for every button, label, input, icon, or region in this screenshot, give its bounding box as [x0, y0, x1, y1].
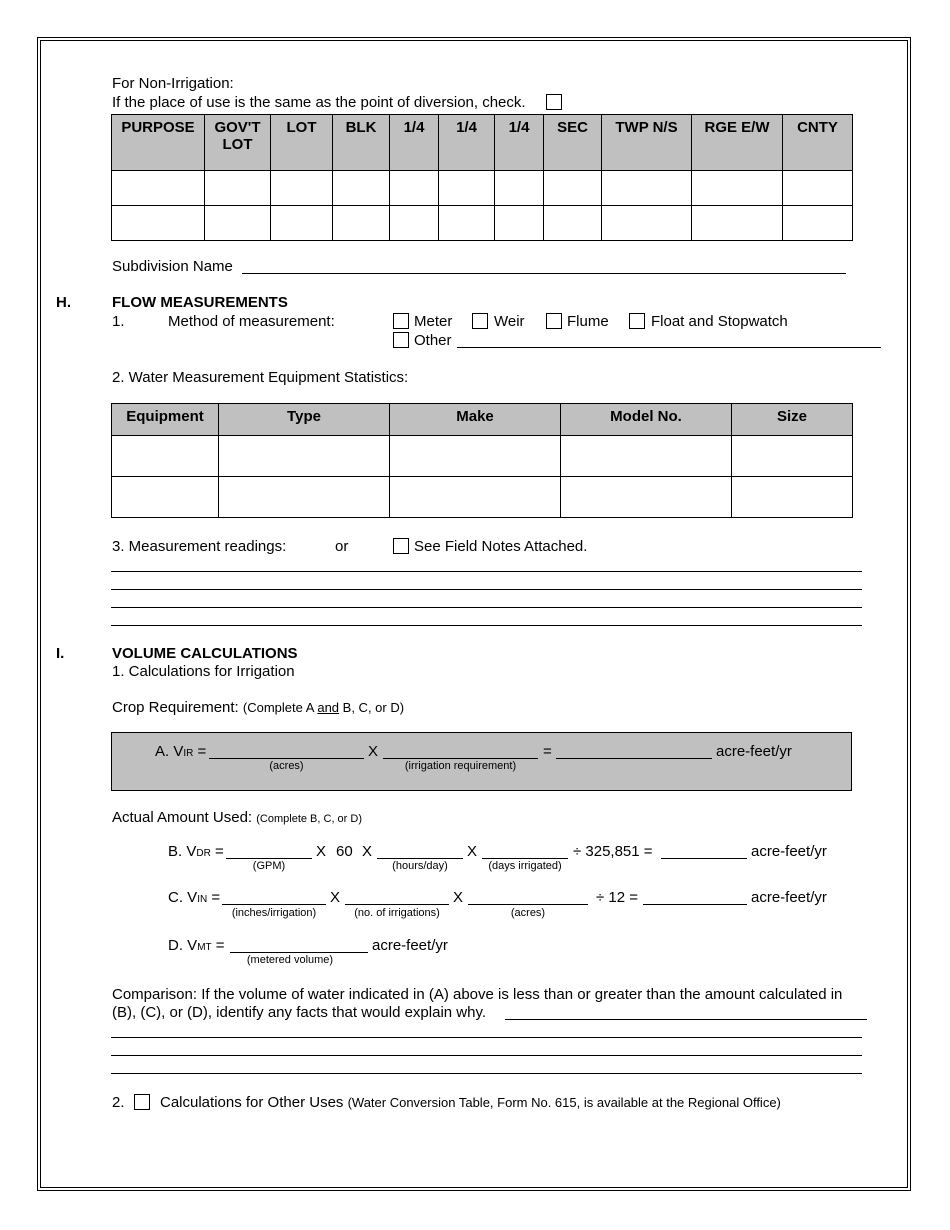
crop-requirement-label: Crop Requirement:: [112, 699, 239, 716]
formula-b-times-2: X: [362, 843, 373, 860]
equipment-table: [111, 403, 853, 518]
table-cell[interactable]: [390, 206, 439, 241]
formula-c-cap-acres: (acres): [510, 907, 546, 919]
col-header-govt-lot-text: GOV'T LOT: [214, 119, 261, 153]
formula-a-lhs: [155, 744, 206, 759]
readings-line[interactable]: [111, 625, 862, 626]
table-cell[interactable]: [692, 171, 783, 206]
formula-b-cap-hours: (hours/day): [392, 860, 448, 872]
table-cell[interactable]: [561, 436, 732, 477]
formula-c-times-2: X: [453, 889, 464, 906]
crop-note-a: (Complete A: [242, 700, 318, 715]
table-cell[interactable]: [495, 171, 544, 206]
formula-c-eq: =: [207, 889, 221, 906]
section-i-letter: I.: [56, 645, 65, 662]
formula-a-prefix: A. V: [155, 743, 184, 760]
table-cell[interactable]: [112, 206, 205, 241]
table-cell[interactable]: [783, 171, 853, 206]
field-notes-checkbox[interactable]: [393, 538, 409, 554]
table-cell[interactable]: [390, 436, 561, 477]
irrigation-calc-label: 1. Calculations for Irrigation: [112, 663, 295, 680]
col-header-sec: SEC: [544, 115, 602, 171]
formula-a-cap-irrigation: (irrigation requirement): [404, 760, 517, 772]
formula-b-cap-days: (days irrigated): [488, 860, 562, 872]
formula-b-times-3: X: [467, 843, 478, 860]
col-header-quarter-2: 1/4: [439, 115, 495, 171]
formula-a-times: X: [368, 743, 379, 760]
weir-checkbox[interactable]: [472, 313, 488, 329]
method-item-number: 1.: [112, 313, 125, 330]
formula-a-equals: =: [543, 743, 552, 760]
formula-b-gpm-line[interactable]: [226, 858, 312, 859]
table-cell[interactable]: [205, 171, 271, 206]
non-irrigation-heading: For Non-Irrigation:: [112, 75, 234, 92]
section-h-letter: H.: [56, 294, 71, 311]
table-row: [112, 171, 853, 206]
formula-d-subscript: MT: [197, 942, 212, 953]
col-header-govt-lot: [205, 115, 271, 171]
formula-c-divide: ÷ 12 =: [596, 889, 639, 906]
formula-c-irrigations-line[interactable]: [345, 904, 449, 905]
table-cell[interactable]: [495, 206, 544, 241]
comparison-answer-line[interactable]: [111, 1073, 862, 1074]
table-cell[interactable]: [544, 206, 602, 241]
formula-a-result-line[interactable]: [556, 758, 712, 759]
col-header-cnty: CNTY: [783, 115, 853, 171]
comparison-line-2: (B), (C), or (D), identify any facts that would explain why.: [112, 1004, 487, 1021]
table-cell[interactable]: [390, 477, 561, 518]
comparison-answer-line[interactable]: [111, 1037, 862, 1038]
col-header-model-no: Model No.: [561, 404, 732, 436]
table-cell[interactable]: [732, 477, 853, 518]
weir-label: Weir: [494, 313, 525, 330]
formula-c-cap-irrigations: (no. of irrigations): [354, 907, 440, 919]
meter-checkbox[interactable]: [393, 313, 409, 329]
other-method-line[interactable]: [457, 347, 881, 348]
other-checkbox[interactable]: [393, 332, 409, 348]
formula-c-subscript: IN: [197, 894, 208, 905]
formula-a-acres-line[interactable]: [209, 758, 364, 759]
formula-c-cap-inches: (inches/irrigation): [231, 907, 317, 919]
measurement-readings-label: 3. Measurement readings:: [112, 538, 287, 555]
col-header-quarter-3: 1/4: [495, 115, 544, 171]
col-header-blk: BLK: [333, 115, 390, 171]
table-cell[interactable]: [439, 206, 495, 241]
table-cell[interactable]: [390, 171, 439, 206]
formula-b-lhs: [168, 844, 224, 859]
other-label: Other: [414, 332, 452, 349]
non-irrigation-table: [111, 114, 853, 241]
equipment-stats-label: 2. Water Measurement Equipment Statistics:: [112, 369, 409, 386]
col-header-type: Type: [219, 404, 390, 436]
table-cell[interactable]: [271, 206, 333, 241]
actual-amount-note: (Complete B, C, or D): [256, 813, 362, 825]
readings-line[interactable]: [111, 589, 862, 590]
float-stopwatch-label: Float and Stopwatch: [651, 313, 788, 330]
formula-b-times-1: X: [316, 843, 327, 860]
formula-a-subscript: IR: [183, 748, 194, 759]
formula-c-inches-line[interactable]: [222, 904, 326, 905]
formula-b-prefix: B. V: [168, 843, 197, 860]
table-row: [112, 477, 853, 518]
table-header-row: [112, 404, 853, 436]
formula-a-eq: =: [193, 743, 207, 760]
crop-note-b: B, C, or D): [339, 700, 405, 715]
col-header-lot: LOT: [271, 115, 333, 171]
formula-a-unit: acre-feet/yr: [716, 743, 792, 760]
flume-label: Flume: [567, 313, 609, 330]
table-cell[interactable]: [439, 171, 495, 206]
table-cell[interactable]: [561, 477, 732, 518]
table-cell[interactable]: [333, 206, 390, 241]
field-notes-label: See Field Notes Attached.: [414, 538, 588, 555]
actual-amount: [112, 810, 362, 825]
table-cell[interactable]: [112, 436, 219, 477]
formula-a-cap-acres: (acres): [269, 760, 304, 772]
formula-c-unit: acre-feet/yr: [751, 889, 827, 906]
subdivision-name-line[interactable]: [242, 273, 846, 274]
crop-requirement: [112, 700, 404, 715]
table-cell[interactable]: [219, 477, 390, 518]
formula-c-acres-line[interactable]: [468, 904, 588, 905]
formula-d-metered-line[interactable]: [230, 952, 368, 953]
table-cell[interactable]: [544, 171, 602, 206]
section-i-title: VOLUME CALCULATIONS: [112, 645, 298, 662]
readings-line[interactable]: [111, 607, 862, 608]
crop-requirement-note: [243, 700, 404, 715]
formula-d-cap-metered: (metered volume): [246, 954, 334, 966]
formula-b-result-line[interactable]: [661, 858, 747, 859]
col-header-rge: RGE E/W: [692, 115, 783, 171]
formula-c-lhs: [168, 890, 220, 905]
table-cell[interactable]: [602, 171, 692, 206]
formula-b-days-line[interactable]: [482, 858, 568, 859]
section-h-title: FLOW MEASUREMENTS: [112, 294, 288, 311]
table-cell[interactable]: [205, 206, 271, 241]
crop-note-and: and: [317, 700, 340, 715]
table-cell[interactable]: [219, 436, 390, 477]
formula-d-prefix: D. V: [168, 937, 198, 954]
table-cell[interactable]: [783, 206, 853, 241]
other-uses-number: 2.: [112, 1094, 125, 1111]
formula-a-irrigation-line[interactable]: [383, 758, 538, 759]
table-cell[interactable]: [732, 436, 853, 477]
measurement-readings-or: or: [335, 538, 349, 555]
table-cell[interactable]: [692, 206, 783, 241]
other-uses-note: (Water Conversion Table, Form No. 615, is available at the Regional Office): [347, 1095, 781, 1110]
actual-amount-label: Actual Amount Used:: [112, 809, 253, 826]
same-place-checkbox[interactable]: [546, 94, 562, 110]
table-row: [112, 436, 853, 477]
col-header-purpose: PURPOSE: [112, 115, 205, 171]
formula-c-prefix: C. V: [168, 889, 198, 906]
comparison-answer-line[interactable]: [505, 1019, 867, 1020]
formula-b-sixty: 60: [336, 843, 353, 860]
col-header-size: Size: [732, 404, 853, 436]
formula-b-eq: =: [210, 843, 224, 860]
comparison-line-1: Comparison: If the volume of water indicated in (A) above is less than or greater than the amount calculated in: [112, 986, 843, 1003]
formula-b-hours-line[interactable]: [377, 858, 463, 859]
formula-d-eq: =: [211, 937, 225, 954]
table-header-row: [112, 115, 853, 171]
comparison-answer-line[interactable]: [111, 1055, 862, 1056]
col-header-quarter-1: 1/4: [390, 115, 439, 171]
subdivision-label: Subdivision Name: [112, 258, 233, 275]
other-uses: [160, 1095, 781, 1110]
col-header-twp: TWP N/S: [602, 115, 692, 171]
float-stopwatch-checkbox[interactable]: [629, 313, 645, 329]
table-cell[interactable]: [602, 206, 692, 241]
formula-b-divide: ÷ 325,851 =: [573, 843, 653, 860]
method-label: Method of measurement:: [168, 313, 335, 330]
same-place-text: If the place of use is the same as the point of diversion, check.: [112, 94, 526, 111]
formula-b-subscript: DR: [196, 848, 211, 859]
table-cell[interactable]: [271, 171, 333, 206]
meter-label: Meter: [414, 313, 453, 330]
table-cell[interactable]: [112, 477, 219, 518]
formula-d-lhs: [168, 938, 225, 953]
table-cell[interactable]: [112, 171, 205, 206]
other-uses-label: Calculations for Other Uses: [160, 1094, 344, 1111]
col-header-equipment: Equipment: [112, 404, 219, 436]
col-header-make: Make: [390, 404, 561, 436]
readings-line[interactable]: [111, 571, 862, 572]
table-row: [112, 206, 853, 241]
formula-d-unit: acre-feet/yr: [372, 937, 448, 954]
formula-b-unit: acre-feet/yr: [751, 843, 827, 860]
formula-b-cap-gpm: (GPM): [252, 860, 286, 872]
formula-c-result-line[interactable]: [643, 904, 747, 905]
flume-checkbox[interactable]: [546, 313, 562, 329]
formula-c-times-1: X: [330, 889, 341, 906]
table-cell[interactable]: [333, 171, 390, 206]
other-uses-checkbox[interactable]: [134, 1094, 150, 1110]
